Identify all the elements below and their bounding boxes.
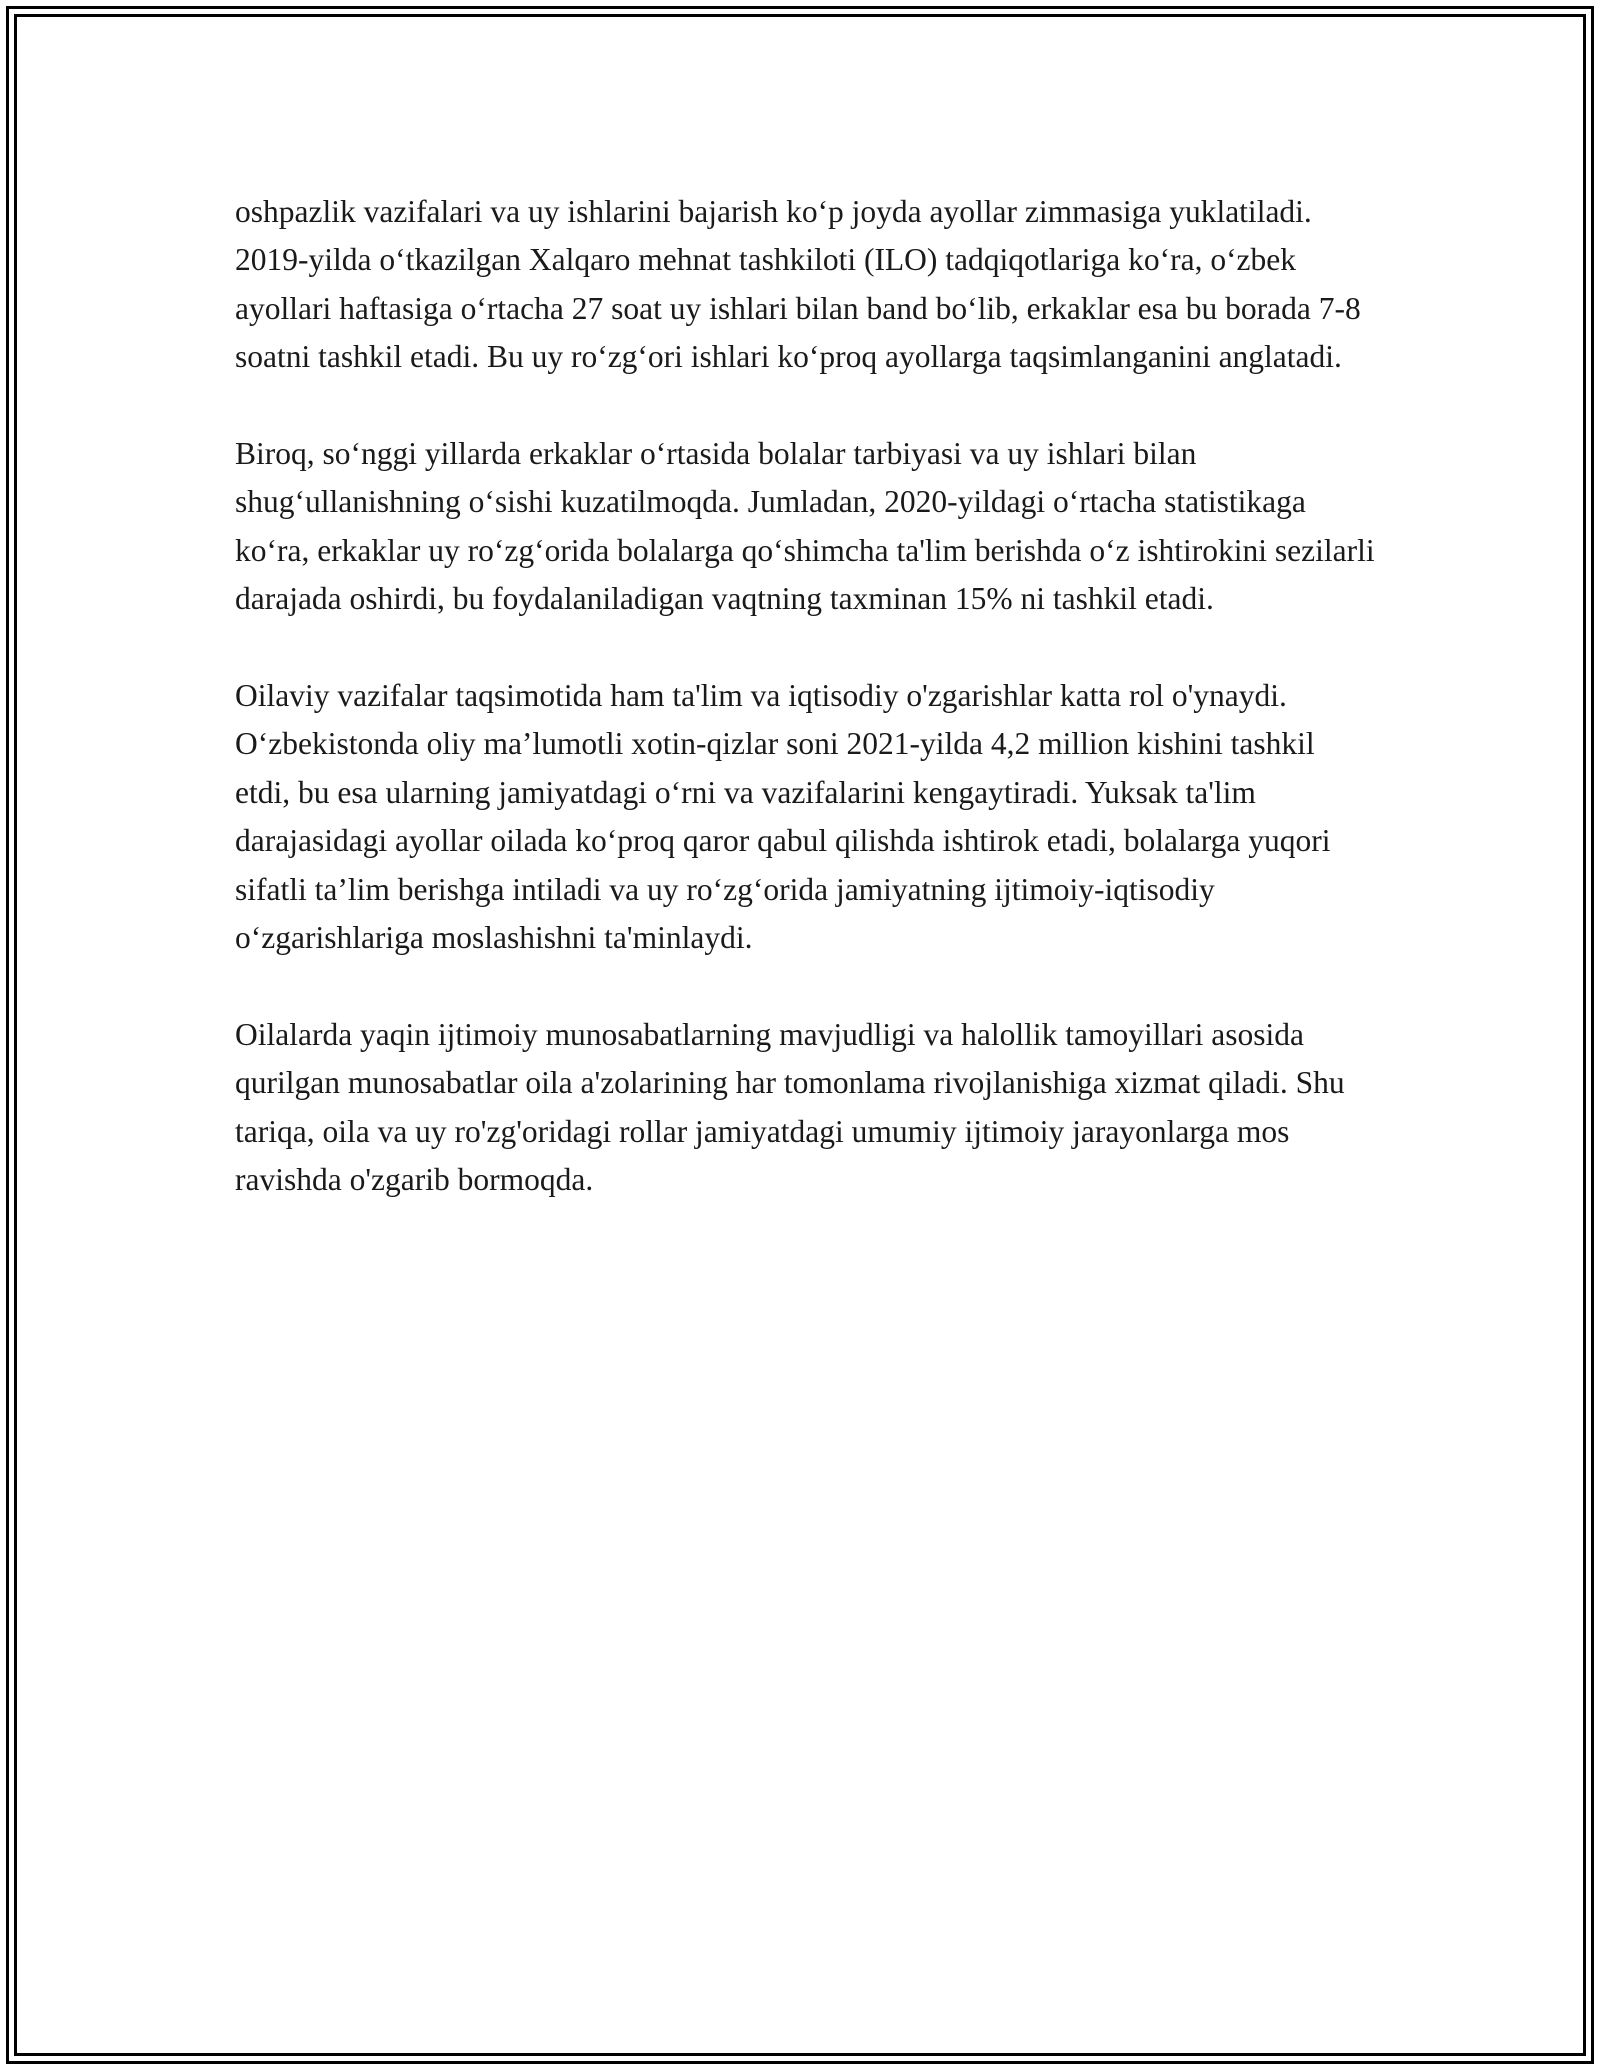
document-body: [235, 188, 1375, 1253]
paragraph-4: Oilalarda yaqin ijtimoiy munosabatlarning mavjudligi va halollik tamoyillari asosida qurilgan munosabatlar oila a'zolarining har tomonlama rivojlanishiga xizmat qiladi. Shu tariqa, oila va uy ro'zg'oridagi rollar jamiyatdagi umumiy ijtimoiy jarayonlarga mos ravishda o'zgarib bormoqda.: [235, 1016, 1345, 1198]
paragraph-1: oshpazlik vazifalari va uy ishlarini bajarish ko‘p joyda ayollar zimmasiga yuklatiladi. 2019-yilda o‘tkazilgan Xalqaro mehnat tashkiloti (ILO) tadqiqotlariga ko‘ra, o‘zbek ayollari haftasiga o‘rtacha 27 soat uy ishlari bilan band bo‘lib, erkaklar esa bu borada 7-8 soatni tashkil etadi. Bu uy ro‘zg‘ori ishlari ko‘proq ayollarga taqsimlanganini anglatadi.: [235, 194, 1361, 375]
paragraph-2: Biroq, so‘nggi yillarda erkaklar o‘rtasida bolalar tarbiyasi va uy ishlari bilan shug‘ullanishning o‘sishi kuzatilmoqda. Jumladan, 2020-yildagi o‘rtacha statistikaga ko‘ra, erkaklar uy ro‘zg‘orida bolalarga qo‘shimcha ta'lim berishda o‘z ishtirokini sezilarli darajada oshirdi, bu foydalaniladigan vaqtning taxminan 15% ni tashkil etadi.: [235, 436, 1375, 617]
paragraph-3: Oilaviy vazifalar taqsimotida ham ta'lim va iqtisodiy o'zgarishlar katta rol o'ynaydi. O‘zbekistonda oliy ma’lumotli xotin-qizlar soni 2021-yilda 4,2 million kishini tashkil etdi, bu esa ularning jamiyatdagi o‘rni va vazifalarini kengaytiradi. Yuksak ta'lim darajasidagi ayollar oilada ko‘proq qaror qabul qilishda ishtirok etadi, bolalarga yuqori sifatli ta’lim berishga intiladi va uy ro‘zg‘orida jamiyatning ijtimoiy-iqtisodiy o‘zgarishlariga moslashishni ta'minlaydi.: [235, 678, 1331, 956]
